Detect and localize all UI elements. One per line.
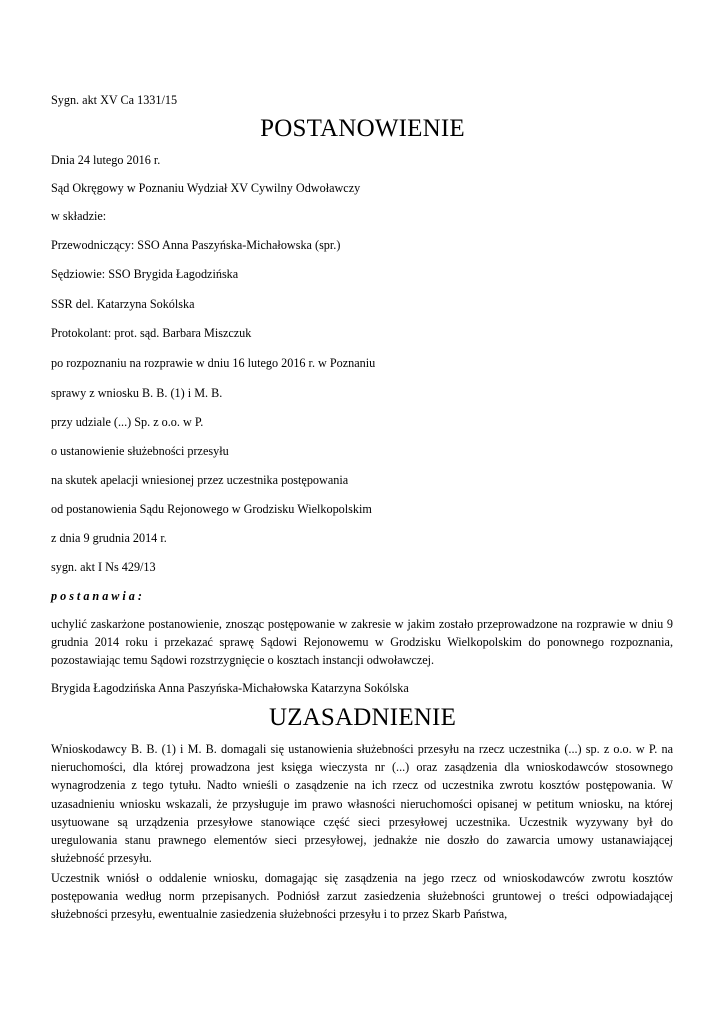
intro-line: w składzie: [51,209,107,223]
intro-line: sygn. akt I Ns 429/13 [51,560,156,574]
decision-paragraph: uchylić zaskarżone postanowienie, znosząc postępowanie w zakresie w jakim zostało przeprowadzone na rozprawie w dniu 9 grudnia 2014 roku i przekazać sprawę Sądowi Rejonowemu w Grodzisku Wielkopolskim do ponownego rozpoznania, pozostawiając temu Sądowi rozstrzygnięcie o kosztach instancji odwoławczej. [51,617,673,668]
decision-heading: postanawia: [51,589,145,603]
intro-line: Dnia 24 lutego 2016 r. [51,153,161,167]
intro-line: Protokolant: prot. sąd. Barbara Miszczuk [51,326,252,340]
intro-line: o ustanowienie służebności przesyłu [51,444,229,458]
intro-line: Sędziowie: SSO Brygida Łagodzińska [51,267,239,281]
document-title: POSTANOWIENIE [260,115,465,142]
intro-line: Przewodniczący: SSO Anna Paszyńska-Michałowska (spr.) [51,238,341,252]
justification-paragraph: Wnioskodawcy B. B. (1) i M. B. domagali się ustanowienia służebności przesyłu na rzecz uczestnika (...) sp. z o.o. w P. na nieruchomości, dla której prowadzona jest księga wieczysta nr (...) oraz zasądzenia dla wnioskodawców stosownego wynagrodzenia z tego tytułu. Nadto wnieśli o zasądzenie na ich rzecz od uczestnika zwrotu kosztów postępowania. W uzasadnieniu wniosku wskazali, że przysługuje im prawo własności nieruchomości opisanej w petitum wniosku, na której usytuowane są urządzenia przesyłowe stanowiące część sieci przesyłowej uczestnika. Uczestnik wyzywany był do uregulowania stanu prawnego elementów sieci przesyłowej, jednakże nie doszło do zawarcia umowy ustanawiającej służebność przesyłu. [51,742,673,866]
intro-line: na skutek apelacji wniesionej przez uczestnika postępowania [51,473,349,487]
intro-line: po rozpoznaniu na rozprawie w dniu 16 lutego 2016 r. w Poznaniu [51,356,376,370]
justification-paragraph-2 [51,869,673,924]
intro-line: Sąd Okręgowy w Poznaniu Wydział XV Cywilny Odwoławczy [51,181,361,195]
case-signature: Sygn. akt XV Ca 1331/15 [51,93,178,107]
intro-line: od postanowienia Sądu Rejonowego w Grodzisku Wielkopolskim [51,502,372,516]
justification-paragraph: Uczestnik wniósł o oddalenie wniosku, domagając się zasądzenia na jego rzecz od wnioskodawców zwrotu kosztów postępowania według norm przepisanych. Podniósł zarzut zasiedzenia służebności gruntowej o treści odpowiadającej służebności przesyłu, ewentualnie zasiedzenia służebności przesyłu i to przez Skarb Państwa, [51,871,673,922]
justification-title: UZASADNIENIE [268,704,457,731]
judges-signatures: Brygida Łagodzińska Anna Paszyńska-Michałowska Katarzyna Sokólska [51,681,409,695]
intro-line: przy udziale (...) Sp. z o.o. w P. [51,415,204,429]
intro-line: SSR del. Katarzyna Sokólska [51,297,195,311]
intro-line: sprawy z wniosku B. B. (1) i M. B. [51,386,223,400]
decision-text [51,615,673,670]
intro-line: z dnia 9 grudnia 2014 r. [51,531,167,545]
justification-paragraph-1 [51,740,673,867]
